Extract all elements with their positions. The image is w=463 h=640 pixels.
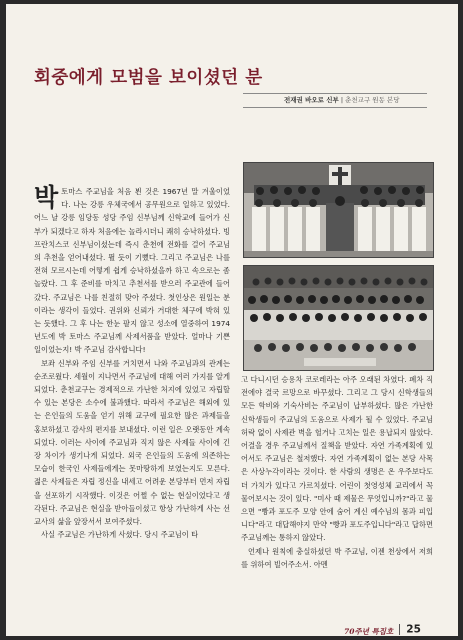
article-column-left (34, 185, 230, 541)
article-title: 회중에게 모범을 보이셨던 분 (34, 68, 263, 88)
paragraph-1-text: 토마스 주교님을 처음 뵌 것은 1967년 말 겨울이었다. 나는 강릉 우체국에서 공무원으로 일하고 있었다. 어느 날 강릉 임당동 성당 주임 신부님께 신학교에 들어가 신부가 되겠다고 하자 처음에는 놀라시더니 쾌히 승낙하셨다. 빙 프란치스코 신부님이셨는데 즉시 춘천에 전화를 걸어 주교님의 추천을 얻어내셨다. 뛸 듯이 기뻤다. 그리고 주교님은 나를 전혀 모르시는데 어떻게 쉽게 승낙하셨을까 하고 속으로는 좀 놀랐다. 그 후 준비를 마치고 추천서를 받으러 주교관에 들어갔다. 주교님은 나를 친절히 맞아 주셨다. 첫인상은 원일는 분이라는 생각이 들었다. 권위와 신뢰가 거대한 체구에 박혀 있는 듯했다. 그 후 나는 한눈 팔지 않고 성소에 열중하여 1974년도에 박 토마스 주교님께 사제서품을 받았다. 얼마나 기쁜 일이었는지! 박 주교님 감사합니다! (34, 187, 230, 355)
magazine-name: 70주년 특집호 (344, 627, 394, 636)
page-footer (344, 619, 421, 636)
author-affiliation: 춘천교구 원동 본당 (345, 96, 400, 104)
byline: 전재권 바오로 신부 | 춘천교구 원동 본당 (284, 96, 400, 104)
photo-clergy-group-image (244, 163, 434, 258)
paragraph-4: 고 다니시던 승용차 코로레라는 아주 오래된 차였다. 폐차 직전에야 결국 르망으로 바꾸셨다. 그리고 그 당시 신학생들의 모든 학비와 기숙사비는 주교님이 납부하셨다. 많은 가난한 신학생들이 주교님의 도움으로 사제가 될 수 있었다. 주교님 허락 없이 사제관 벽을 헐거나 고치는 일은 용납되지 않았다. 어결을 경우 주교님께서 질책을 받았다. 자연 가족계획에 있어서도 주교님은 철저했다. 자연 가족계획이 없는 본당 사목은 사상누각이라는 것이다. 한 사람의 생명은 온 우주보다도 더 가치가 있다고 가르치셨다. 어린이 첫영성체 교리에서 꼭 물어보시는 것이 있다. "미사 때 제물은 무엇입니까?"라고 물으면 "빵과 포도주 모양 안에 숨어 계신 예수님의 몸과 피입니다"라고 대답해야지 만약 "빵과 포도주입니다"라고 답하면 주교님께는 통하지 않았다. (241, 375, 433, 543)
paragraph-1 (34, 185, 230, 357)
article-column-right (241, 373, 433, 571)
paragraph-5: 언제나 원칙에 충실하셨던 박 주교님, 이젠 천상에서 저희를 위하여 빌어주소서. 아멘 (241, 546, 433, 569)
author-name: 전재권 바오로 신부 (284, 96, 339, 104)
photo-clergy-group (243, 162, 434, 258)
byline-rule-bottom (243, 107, 427, 108)
dropcap: 박 (34, 183, 59, 212)
footer-divider (399, 624, 400, 635)
page-number: 25 (406, 623, 421, 636)
byline-rule-top (243, 93, 427, 94)
paragraph-2: 보좌 신부와 주임 신부를 거치면서 나와 주교님과의 관계는 순조로웠다. 세월이 지나면서 주교님에 대해 여러 가지를 알게 되었다. 춘천교구는 경제적으로 가난한 처지에 있었고 자립할 수 있는 본당은 소수에 불과했다. 따라서 주교님은 해외에 있는 은인들의 도움을 얻기 위해 교구에 필요한 많은 과제들을 홍보하셨고 감사의 편지를 보내셨다. 이런 일은 오랫동안 계속되었다. 이러는 사이에 주교님과 직지 않은 사제들 사이에 긴장 차이가 생기나게 되었다. 외국 은인들의 도움에 의존하는 모습이 한국인 사제들에게는 못마땅하게 보였는지도 모른다. 젊은 사제들은 자립 정신을 내세고 어려운 본당부터 먼저 자립을 선포하기 시작했다. 이것은 어쩔 수 없는 현실이었다고 생각된다. 주교님은 현실을 받아들이셨고 항상 가난하게 사는 선교사의 삶을 앞장서서 보여주셨다. (34, 358, 230, 527)
paragraph-3: 사실 주교님은 가난하게 사셨다. 당시 주교님이 타 (41, 530, 199, 540)
magazine-page (6, 4, 458, 636)
photo-parish-group (243, 265, 434, 371)
photo-parish-group-image (244, 266, 434, 371)
